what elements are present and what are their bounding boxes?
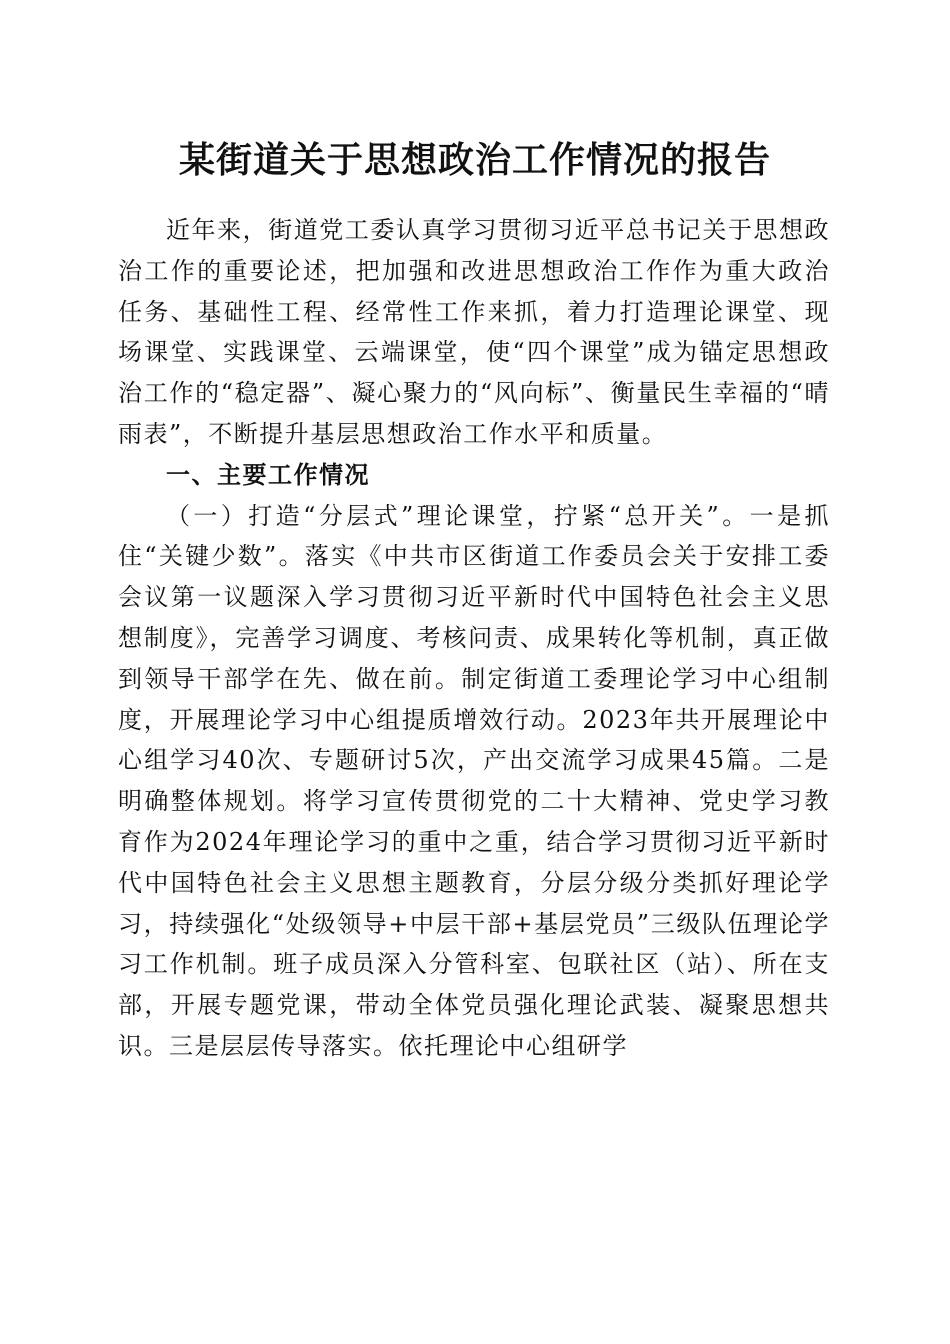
section-heading-main-work: 一、主要工作情况 (166, 460, 370, 489)
document-body (118, 210, 830, 1067)
intro-paragraph: 近年来，街道党工委认真学习贯彻习近平总书记关于思想政治工作的重要论述，把加强和改进思想政治工作作为重大政治任务、基础性工程、经常性工作来抓，着力打造理论课堂、现场课堂、实践课堂、云端课堂，使“四个课堂”成为锚定思想政治工作的“稳定器”、凝心聚力的“风向标”、衡量民生幸福的“晴雨表”，不断提升基层思想政治工作水平和质量。 (118, 216, 830, 448)
document-title: 某街道关于思想政治工作情况的报告 (178, 139, 771, 181)
section-paragraph-theory-classroom: （一）打造“分层式”理论课堂，拧紧“总开关”。一是抓住“关键少数”。落实《中共市区街道工作委员会关于安排工委会议第一议题深入学习贯彻习近平新时代中国特色社会主义思想制度》，完善学习调度、考核问责、成果转化等机制，真正做到领导干部学在先、做在前。制定街道工委理论学习中心组制度，开展理论学习中心组提质增效行动。2023年共开展理论中心组学习40次、专题研讨5次，产出交流学习成果45篇。二是明确整体规划。将学习宣传贯彻党的二十大精神、党史学习教育作为2024年理论学习的重中之重，结合学习贯彻习近平新时代中国特色社会主义思想主题教育，分层分级分类抓好理论学习，持续强化“处级领导+中层干部+基层党员”三级队伍理论学习工作机制。班子成员深入分管科室、包联社区（站）、所在支部，开展专题党课，带动全体党员强化理论武装、凝聚思想共识。三是层层传导落实。依托理论中心组研学 (118, 501, 830, 1060)
